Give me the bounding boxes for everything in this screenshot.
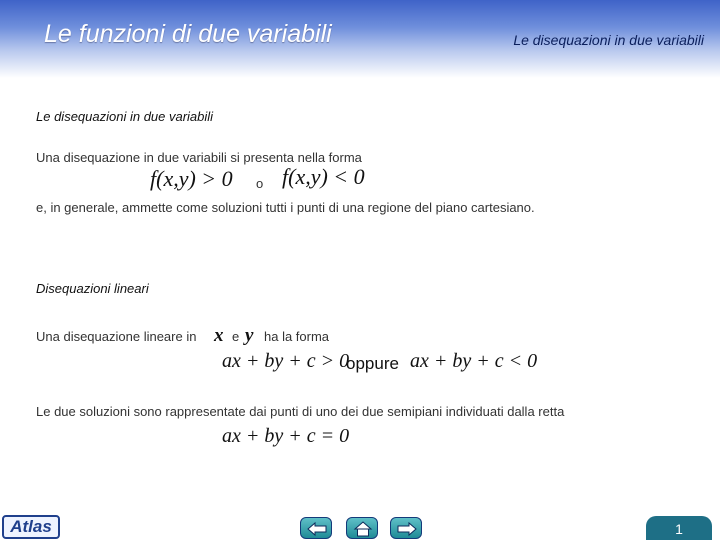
linear-form-text: ha la forma [264,329,330,344]
oppure-text: oppure [346,354,399,373]
previous-button[interactable] [300,517,332,539]
variable-y: y [245,325,254,346]
arrow-left-icon [306,521,328,537]
intro-text: Una disequazione in due variabili si presenta nella forma [36,150,362,165]
linear-intro-text: Una disequazione lineare in [36,329,197,344]
home-icon [352,521,374,537]
general-text: e, in generale, ammette come soluzioni tutti i punti di una regione del piano cartesiano. [36,200,535,215]
home-button[interactable] [346,517,378,539]
header-bar [0,0,720,78]
next-button[interactable] [390,517,422,539]
atlas-logo: Atlas [2,515,60,539]
line-equation: ax + by + c = 0 [222,425,350,447]
presentation-title: Le funzioni di due variabili [44,20,332,48]
slide-subtitle: Le disequazioni in due variabili [513,32,704,48]
section-title: Le disequazioni in due variabili [36,109,214,124]
solutions-text: Le due soluzioni sono rappresentate dai punti di uno dei due semipiani individuati dalla retta [36,404,565,419]
linear-section-title: Disequazioni lineari [36,281,149,296]
linear-formula-less: ax + by + c < 0 [410,350,538,372]
or-text: o [256,176,264,191]
page-number: 1 [646,516,712,540]
variable-x: x [214,325,224,346]
arrow-right-icon [396,521,418,537]
and-text: e [232,329,240,344]
formula-f-greater: f(x,y) > 0 [150,166,233,191]
linear-formula-greater: ax + by + c > 0 [222,350,350,372]
formula-f-less: f(x,y) < 0 [282,164,365,189]
